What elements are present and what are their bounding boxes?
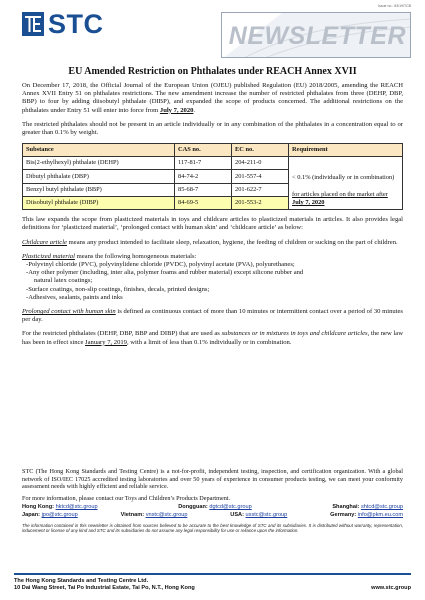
email-link[interactable]: usstc@stc.group	[245, 511, 288, 518]
scope-paragraph: This law expands the scope from plasticized materials in toys and childcare articles to plasticized materials in articles. It also provides legal definitions for ‘plasticized material’, ‘prolonged contact with human skin’ and ‘childcare article’ as below:	[22, 216, 403, 232]
list-item: -Surface coatings, non-slip coatings, finishes, decals, printed designs;	[26, 285, 210, 293]
contact-hong-kong: Hong Kong: hktcd@stc.group	[22, 504, 98, 511]
table-cell: 201-622-7	[232, 183, 289, 196]
contact-vietnam: Vietnam: vnstc@stc.group	[120, 511, 188, 518]
website-link[interactable]: www.stc.group	[371, 585, 411, 591]
email-link[interactable]: jpo@stc.group	[41, 511, 78, 518]
contact-intro: For more information, please contact our Toys and Children’s Products Department.	[22, 494, 231, 502]
table-cell: 201-557-4	[232, 170, 289, 183]
about-paragraph: STC (The Hong Kong Standards and Testing Centre) is a not-for-profit, independent testing, inspection, and certification organization. With a global network of ISO/IEC 17025 accredited testing laboratories and over 50 years of experience in consumer products testing, we can meet your conformity assessment needs with highly efficient and reliable service.	[22, 468, 403, 491]
table-cell: Dibutyl phthalate (DBP)	[23, 170, 175, 183]
contact-dongguan: Dongguan: dgtcd@stc.group	[178, 504, 252, 511]
email-link[interactable]: hktcd@stc.group	[55, 504, 98, 511]
table-cell: Bis(2-ethylhexyl) phthalate (DEHP)	[23, 157, 175, 170]
table-cell: 204-211-0	[232, 157, 289, 170]
header	[22, 9, 411, 62]
disclaimer: The information contained in this newsletter is obtained from sources believed to be accurate to the best knowledge of STC and its subsidiaries. It is distributed without warranty, representation, inducement or license of any kind and STC and its subsidiaries do not assume any legal responsibility for use or reliance upon the information.	[22, 523, 403, 534]
company-name: The Hong Kong Standards and Testing Centre Ltd.	[14, 578, 149, 584]
prolonged-definition: Prolonged contact with human skin is defined as continuous contact of more than 10 minutes or intermittent contact over a period of 30 minutes per day.	[22, 308, 403, 324]
stc-logo-mark	[22, 12, 44, 36]
table-cell: 84-74-2	[175, 170, 232, 183]
contact-shanghai: Shanghai: shtcd@stc.group	[332, 504, 403, 511]
email-link[interactable]: info@pkm.eu.com	[357, 511, 403, 518]
childcare-definition: Childcare article means any product intended to facilitate sleep, relaxation, hygiene, the feeding of children or sucking on the part of children.	[22, 238, 398, 246]
table-header-row	[23, 144, 403, 157]
contact-row	[22, 512, 403, 519]
contact-germany: Germany: info@pkm.eu.com	[330, 511, 403, 518]
plasticized-definition: Plasticized material means the following homogeneous materials:	[22, 252, 197, 260]
contact-row	[22, 504, 403, 511]
table-header: Requirement	[289, 144, 403, 157]
table-header: Substance	[23, 144, 175, 157]
intro-date: July 7, 2020	[159, 106, 194, 114]
table-cell: 84-69-5	[175, 196, 232, 209]
requirement-limit: < 0.1% (individually or in combination)	[292, 174, 395, 182]
contact-japan: Japan: jpo@stc.group	[22, 511, 78, 518]
table-cell: 201-553-2	[232, 196, 289, 209]
table-header: EC no.	[232, 144, 289, 157]
table-cell: 85-68-7	[175, 183, 232, 196]
company-address: 10 Dai Wang Street, Tai Po Industrial Estate, Tai Po, N.T., Hong Kong	[14, 585, 195, 591]
newsletter-banner	[221, 12, 411, 58]
homogeneous-materials-list	[26, 261, 403, 302]
table-cell: Diisobutyl phthalate (DIBP)	[23, 196, 175, 209]
requirement-cell	[289, 157, 403, 210]
list-item: -Any other polymer (including, inter alia, polymer foams and rubber material) except silicone rubber and	[26, 269, 304, 277]
toys-date: January 7, 2019	[85, 338, 127, 346]
newsletter-title: NEWSLETTER	[228, 22, 406, 50]
requirement-market: for articles placed on the market after July 7, 2020	[292, 191, 388, 207]
email-link[interactable]: dgtcd@stc.group	[209, 504, 252, 511]
toys-paragraph: For the restricted phthalates (DEHP, DBP, BBP and DIBP) that are used as substances or in mixtures in toys and childcare articles, the new law has been in effect since January 7, 2019, with a limit of less than 0.1% individually or in combination.	[22, 330, 403, 346]
table-row	[23, 157, 403, 170]
intro-paragraph: On December 17, 2018, the Official Journal of the European Union (OJEU) published Regulation (EU) 2018/2005, amending the REACH Annex XVII Entry 51 on phthalates restrictions. The new amendment increase the number of restricted phthalates from three (DEHP, DBP, BBP) to four by adding diisobutyl phthalate (DIBP), and expanded the scope of products concerned. The additional restrictions on the phthalates under Entry 51 will enter into force from July 7, 2020.	[22, 82, 403, 114]
list-item: natural latex coatings;	[34, 277, 93, 285]
contact-list	[22, 504, 403, 519]
contact-usa: USA: usstc@stc.group	[230, 511, 288, 518]
stc-logo	[22, 9, 104, 39]
table-header: CAS no.	[175, 144, 232, 157]
table-cell: Benzyl butyl phthalate (BBP)	[23, 183, 175, 196]
stc-logo-text: STC	[48, 9, 104, 39]
table-cell: 117-81-7	[175, 157, 232, 170]
issue-number: Issue no.: 83/19/TCB	[378, 4, 411, 8]
footer-bar	[14, 573, 411, 592]
phthalates-table	[22, 143, 403, 210]
list-item: -Polyvinyl chloride (PVC), polyvinylidene chloride (PVDC), polyvinyl acetate (PVA), polyurethanes;	[26, 261, 295, 269]
article-title: EU Amended Restriction on Phthalates under REACH Annex XVII	[68, 66, 357, 77]
article-body	[22, 82, 403, 353]
email-link[interactable]: shtcd@stc.group	[360, 504, 403, 511]
list-item: -Adhesives, sealants, paints and inks	[26, 293, 123, 301]
footer-info	[22, 468, 403, 534]
email-link[interactable]: vnstc@stc.group	[145, 511, 188, 518]
concentration-paragraph: The restricted phthalates should not be present in an article individually or in any combination of the phthalates in a concentration equal to or greater than 0.1% by weight.	[22, 120, 403, 137]
